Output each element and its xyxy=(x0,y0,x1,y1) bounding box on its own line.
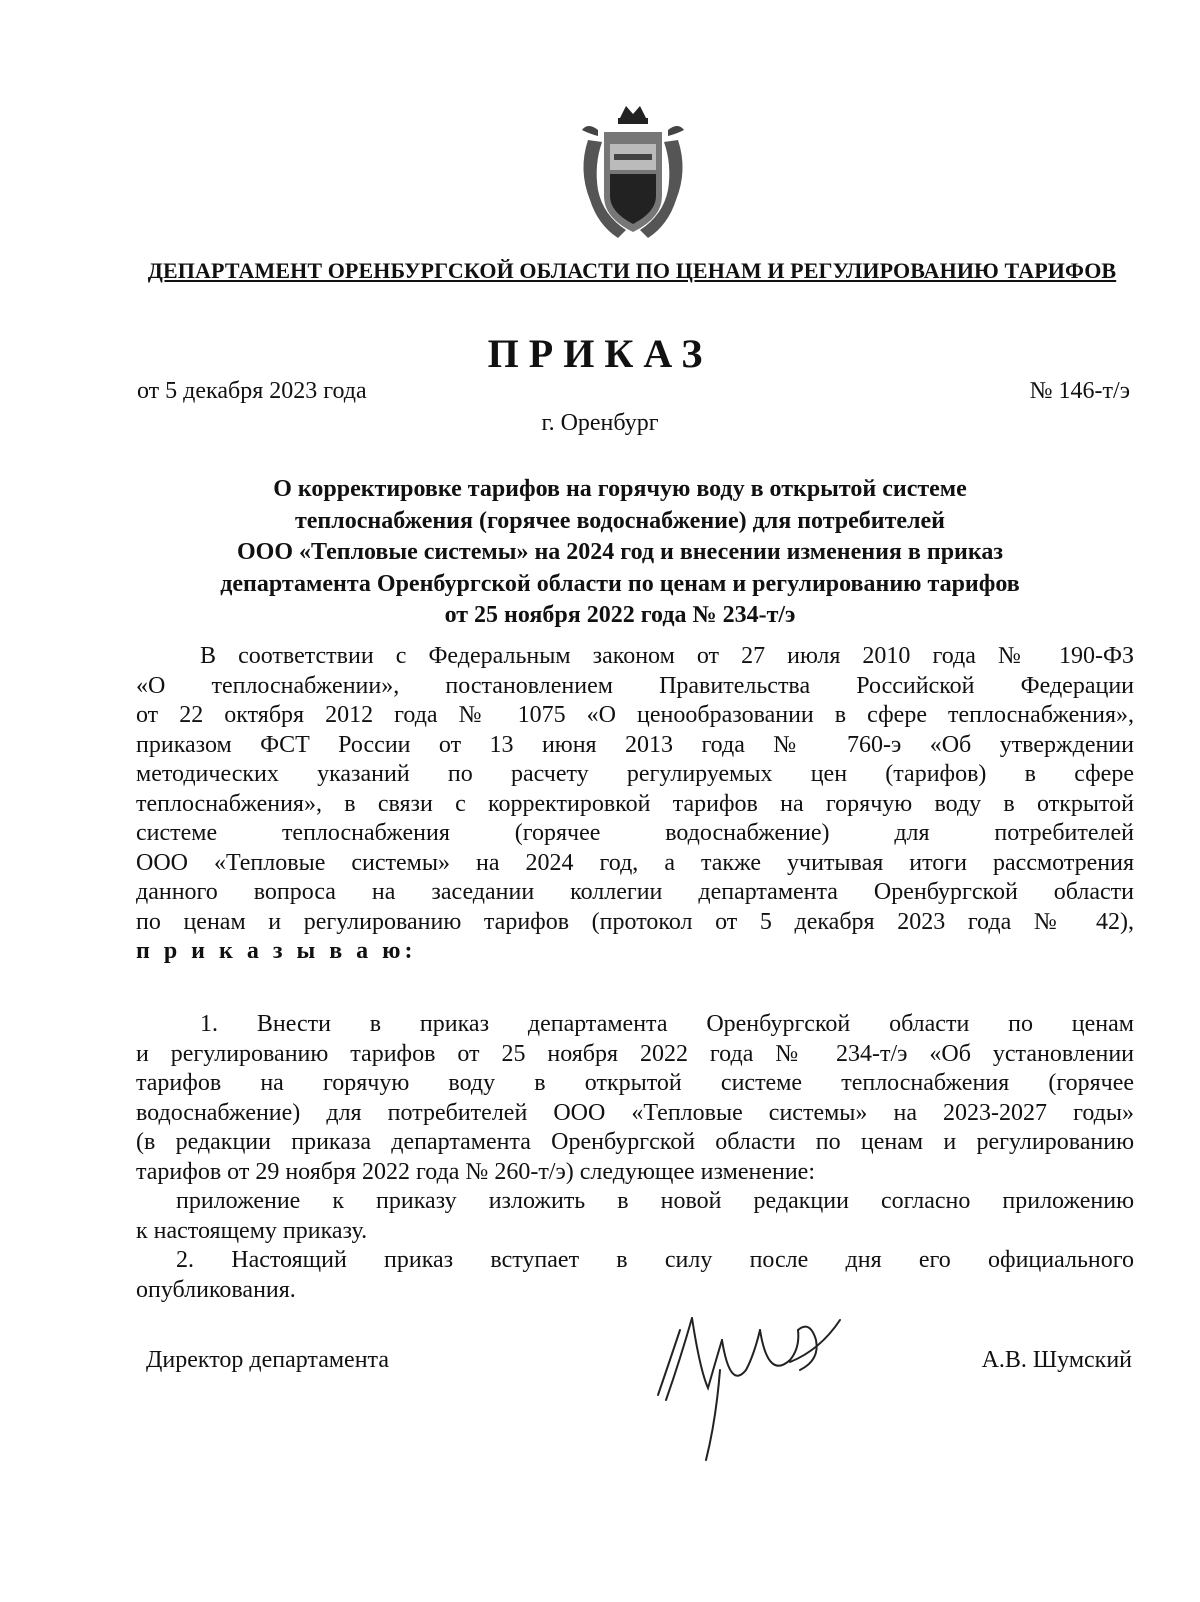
item-1-sub-line: к настоящему приказу. xyxy=(136,1217,368,1244)
item-1-line: тарифов на горячую воду в открытой системе теплоснабжения (горячее xyxy=(136,1070,1134,1096)
preamble-line: данного вопроса на заседании коллегии департамента Оренбургской области xyxy=(136,879,1134,905)
subject-line: ООО «Тепловые системы» на 2024 год и внесении изменения в приказ xyxy=(236,539,1003,565)
preamble-line: приказом ФСТ России от 13 июня 2013 года № 760-э «Об утверждении xyxy=(136,731,1134,758)
preamble-line: по ценам и регулированию тарифов (протокол от 5 декабря 2023 года № 42), xyxy=(136,908,1134,935)
preamble-line: В соответствии с Федеральным законом от 27 июля 2010 года № 190-ФЗ xyxy=(200,643,1134,669)
item-1-line: (в редакции приказа департамента Оренбургской области по ценам и регулированию xyxy=(136,1129,1134,1155)
order-subject xyxy=(130,474,1110,632)
subject-line: департамента Оренбургской области по ценам и регулированию тарифов xyxy=(220,570,1020,597)
subject-line: О корректировке тарифов на горячую воду в открытой системе xyxy=(273,476,967,502)
handwritten-signature xyxy=(650,1300,850,1470)
item-1-line: 1. Внести в приказ департамента Оренбургской области по ценам xyxy=(200,1011,1134,1037)
order-number: № 146-т/э xyxy=(1029,378,1130,404)
item-1-line: водоснабжение) для потребителей ООО «Тепловые системы» на 2023-2027 годы» xyxy=(136,1099,1134,1126)
order-date: от 5 декабря 2023 года xyxy=(137,378,367,404)
department-header: ДЕПАРТАМЕНТ ОРЕНБУРГСКОЙ ОБЛАСТИ ПО ЦЕНАМ И РЕГУЛИРОВАНИЮ ТАРИФОВ xyxy=(147,258,1117,283)
preamble-line: методических указаний по расчету регулируемых цен (тарифов) в сфере xyxy=(136,761,1134,787)
preamble-line: от 22 октября 2012 года № 1075 «О ценообразовании в сфере теплоснабжения», xyxy=(136,702,1134,728)
signatory-position: Директор департамента xyxy=(146,1347,389,1373)
item-1-line: и регулированию тарифов от 25 ноября 2022 года № 234-т/э «Об установлении xyxy=(136,1040,1134,1067)
item-1 xyxy=(136,1010,1134,1305)
signatory-name: А.В. Шумский xyxy=(981,1347,1132,1373)
order-word: п р и к а з ы в а ю: xyxy=(136,938,417,964)
order-city: г. Оренбург xyxy=(541,410,659,436)
preamble-line: системе теплоснабжения (горячее водоснабжение) для потребителей xyxy=(136,820,1134,846)
subject-line: теплоснабжения (горячее водоснабжение) для потребителей xyxy=(294,507,946,534)
item-2-line: 2. Настоящий приказ вступает в силу после дня его официального xyxy=(176,1247,1134,1273)
preamble-line: теплоснабжения», в связи с корректировкой тарифов на горячую воду в открытой xyxy=(136,790,1134,817)
subject-line: от 25 ноября 2022 года № 234-т/э xyxy=(444,602,796,628)
item-2-line: опубликования. xyxy=(136,1276,296,1303)
item-1-line: тарифов от 29 ноября 2022 года № 260-т/э) следующее изменение: xyxy=(136,1158,815,1185)
preamble-line: «О теплоснабжении», постановлением Правительства Российской Федерации xyxy=(136,672,1134,699)
document-type-title: ПРИКАЗ xyxy=(487,331,713,376)
preamble-line: ООО «Тепловые системы» на 2024 год, а также учитывая итоги рассмотрения xyxy=(136,849,1134,876)
coat-of-arms-emblem xyxy=(568,100,698,250)
item-1-sub-line: приложение к приказу изложить в новой редакции согласно приложению xyxy=(176,1188,1134,1214)
preamble-paragraph xyxy=(136,642,1134,967)
